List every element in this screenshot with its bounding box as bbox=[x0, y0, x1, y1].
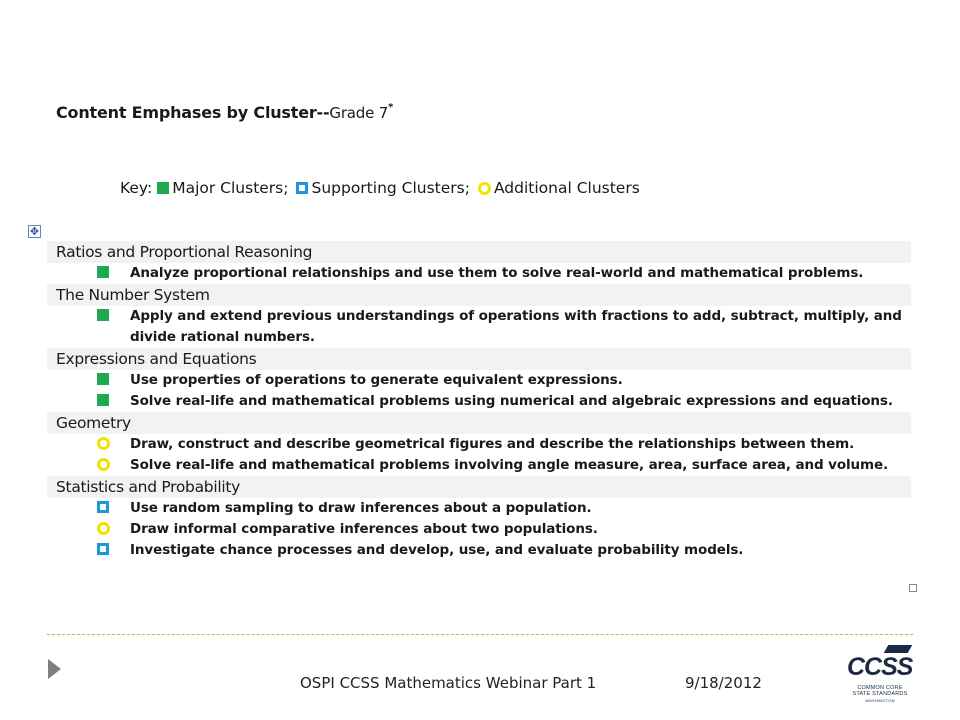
cluster-text: Investigate chance processes and develop, use, and evaluate probability models. bbox=[130, 542, 744, 558]
cluster-text: Solve real-life and mathematical problems using numerical and algebraic expressions and equations. bbox=[130, 393, 893, 409]
additional-circle-icon bbox=[97, 437, 110, 450]
title-footnote-mark: * bbox=[388, 101, 394, 113]
cluster-text: Apply and extend previous understandings of operations with fractions to add, subtract, multiply, and divide rational numbers. bbox=[130, 308, 902, 345]
supporting-square-icon bbox=[97, 543, 109, 555]
domain-header: The Number System bbox=[47, 284, 911, 306]
footer-title: OSPI CCSS Mathematics Webinar Part 1 bbox=[300, 674, 597, 692]
domain-header: Expressions and Equations bbox=[47, 348, 911, 370]
major-square-icon bbox=[97, 266, 109, 278]
logo-word: CCSS bbox=[847, 653, 913, 681]
domain-header: Geometry bbox=[47, 412, 911, 434]
key-supporting-label: Supporting Clusters; bbox=[311, 179, 470, 197]
legend-key bbox=[120, 179, 640, 197]
supporting-square-icon bbox=[97, 501, 109, 513]
table-move-handle-icon[interactable]: ✥ bbox=[29, 225, 40, 238]
cluster-row bbox=[47, 455, 911, 476]
major-square-icon bbox=[97, 309, 109, 321]
additional-circle-icon bbox=[97, 522, 110, 535]
additional-circle-icon bbox=[478, 182, 491, 195]
major-square-icon bbox=[97, 394, 109, 406]
cluster-row bbox=[47, 498, 911, 519]
cluster-row bbox=[47, 370, 911, 391]
cluster-text: Draw informal comparative inferences about two populations. bbox=[130, 521, 598, 537]
cluster-row bbox=[47, 263, 911, 284]
table-resize-handle[interactable] bbox=[909, 584, 917, 592]
graduation-cap-icon bbox=[884, 645, 913, 653]
cluster-row bbox=[47, 540, 911, 561]
major-square-icon bbox=[157, 182, 169, 194]
logo-line-2: STATE STANDARDS bbox=[852, 691, 908, 697]
logo-line-1: COMMON CORE bbox=[857, 685, 903, 691]
cluster-row bbox=[47, 519, 911, 540]
cluster-row bbox=[47, 434, 911, 455]
ccss-logo bbox=[842, 643, 914, 705]
cluster-row bbox=[47, 391, 911, 412]
cluster-text: Solve real-life and mathematical problems involving angle measure, area, surface area, and volume. bbox=[130, 457, 889, 473]
key-additional-label: Additional Clusters bbox=[493, 179, 640, 197]
logo-line-3: WASHINGTON bbox=[865, 698, 895, 703]
cluster-text: Use random sampling to draw inferences about a population. bbox=[130, 500, 592, 516]
additional-circle-icon bbox=[97, 458, 110, 471]
title-main: Content Emphases by Cluster-- bbox=[56, 103, 330, 122]
key-label: Key: bbox=[120, 179, 153, 197]
footer-date: 9/18/2012 bbox=[685, 674, 762, 692]
major-square-icon bbox=[97, 373, 109, 385]
key-major-label: Major Clusters; bbox=[172, 179, 289, 197]
title-grade: Grade 7 bbox=[329, 104, 389, 122]
cluster-text: Draw, construct and describe geometrical figures and describe the relationships between them. bbox=[130, 436, 855, 452]
cluster-text: Use properties of operations to generate equivalent expressions. bbox=[130, 372, 623, 388]
triangle-bullet-icon bbox=[48, 659, 61, 679]
supporting-square-icon bbox=[296, 182, 308, 194]
cluster-row bbox=[47, 306, 911, 348]
footer-divider bbox=[47, 634, 913, 635]
domain-header: Statistics and Probability bbox=[47, 476, 911, 498]
slide-title bbox=[56, 103, 393, 122]
cluster-text: Analyze proportional relationships and use them to solve real-world and mathematical problems. bbox=[130, 265, 864, 281]
domain-header: Ratios and Proportional Reasoning bbox=[47, 241, 911, 263]
cluster-table bbox=[47, 241, 911, 561]
